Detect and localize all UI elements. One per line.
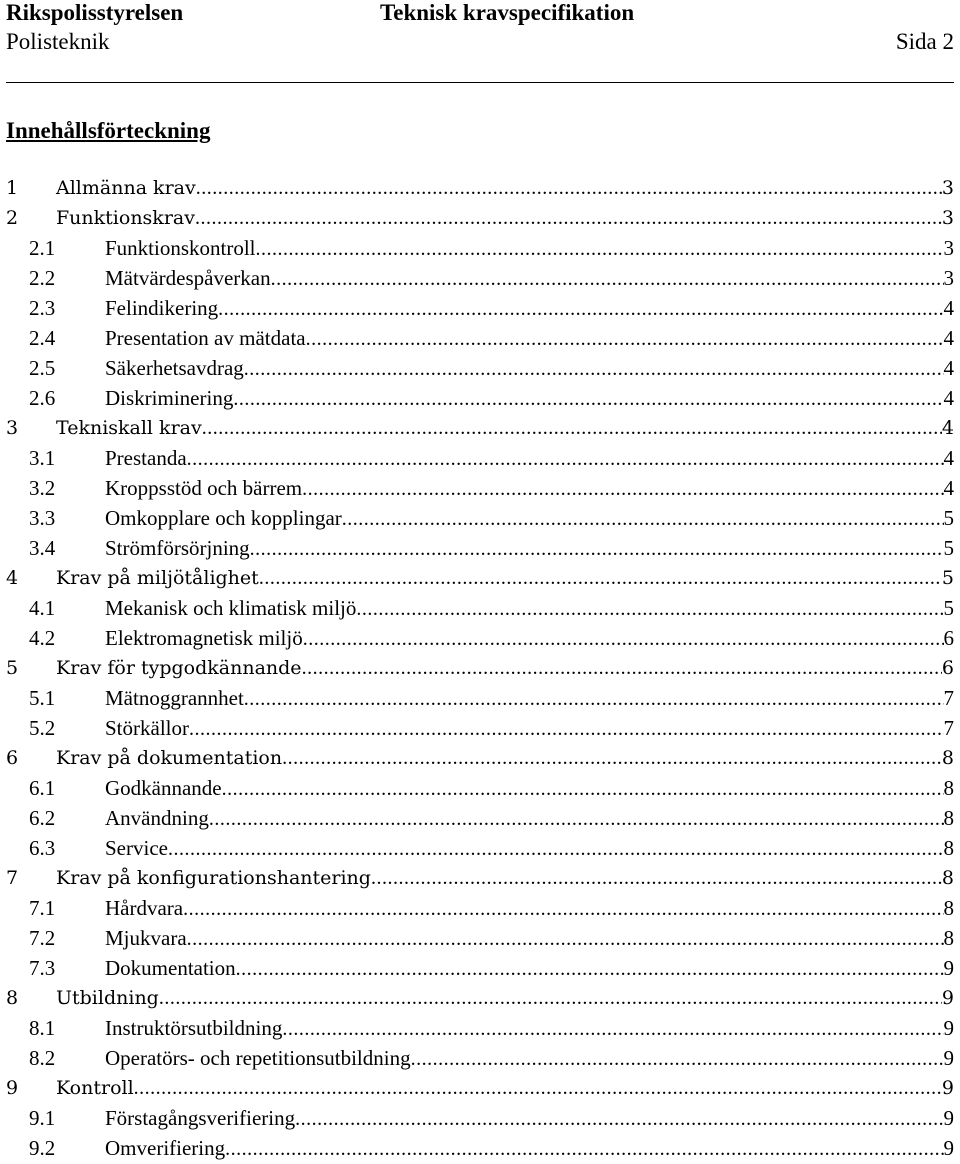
toc-dot-leader bbox=[222, 774, 944, 804]
toc-entry-title[interactable]: Prestanda bbox=[105, 446, 187, 470]
toc-entry[interactable] bbox=[0, 713, 960, 743]
toc-entry-title[interactable]: Presentation av mätdata bbox=[105, 326, 306, 350]
toc-entry-page: 5 bbox=[943, 506, 954, 530]
toc-entry-line bbox=[105, 533, 954, 564]
toc-entry[interactable] bbox=[0, 443, 960, 473]
toc-entry-number: 4.2 bbox=[29, 626, 56, 650]
toc-entry-page: 9 bbox=[941, 987, 954, 1009]
toc-entry-title[interactable]: Diskriminering bbox=[105, 386, 234, 410]
toc-entry-page: 3 bbox=[943, 266, 954, 290]
toc-entry-line bbox=[105, 713, 954, 744]
toc-entry-page: 5 bbox=[943, 596, 954, 620]
toc-dot-leader bbox=[303, 624, 944, 654]
toc-entry-line bbox=[105, 623, 954, 654]
toc-entry-title[interactable]: Mjukvara bbox=[105, 926, 187, 950]
toc-entry[interactable] bbox=[0, 833, 960, 863]
toc-dot-leader bbox=[282, 1014, 943, 1044]
toc-entry-number: 7.3 bbox=[29, 956, 56, 980]
toc-entry[interactable] bbox=[0, 683, 960, 713]
toc-entry[interactable] bbox=[0, 863, 960, 893]
toc-entry-line bbox=[105, 773, 954, 804]
toc-entry-title[interactable]: Kroppsstöd och bärrem bbox=[105, 476, 303, 500]
toc-entry-number: 2.3 bbox=[29, 296, 56, 320]
toc-entry-page: 4 bbox=[943, 326, 954, 350]
header-organization: Rikspolisstyrelsen bbox=[6, 0, 184, 25]
toc-entry-number: 3 bbox=[6, 417, 19, 439]
toc-entry-line bbox=[56, 1073, 954, 1103]
toc-entry[interactable] bbox=[0, 953, 960, 983]
toc-entry-page: 9 bbox=[943, 1046, 954, 1070]
toc-entry-page: 4 bbox=[943, 476, 954, 500]
header-department: Polisteknik bbox=[6, 29, 110, 54]
toc-dot-leader bbox=[411, 1044, 944, 1074]
toc-dot-leader bbox=[256, 234, 944, 264]
toc-entry-page: 6 bbox=[941, 657, 954, 679]
toc-entry-line bbox=[105, 1133, 954, 1164]
toc-entry-line bbox=[105, 803, 954, 834]
toc-entry-line bbox=[105, 1013, 954, 1044]
toc-entry-line bbox=[56, 983, 954, 1013]
toc-entry-title[interactable]: Allmänna krav bbox=[56, 177, 196, 199]
toc-entry-title[interactable]: Mätnoggrannhet bbox=[105, 686, 244, 710]
toc-entry-number: 7.1 bbox=[29, 896, 56, 920]
toc-entry-number: 4.1 bbox=[29, 596, 56, 620]
toc-dot-leader bbox=[244, 684, 944, 714]
toc-entry-page: 8 bbox=[943, 836, 954, 860]
toc-entry-title[interactable]: Omverifiering bbox=[105, 1136, 226, 1160]
toc-entry[interactable] bbox=[0, 773, 960, 803]
toc-entry-page: 9 bbox=[943, 956, 954, 980]
toc-entry[interactable] bbox=[0, 1133, 960, 1163]
toc-entry-title[interactable]: Krav för typgodkännande bbox=[56, 657, 302, 679]
toc-entry-line bbox=[105, 293, 954, 324]
toc-entry[interactable] bbox=[0, 473, 960, 503]
toc-title: Innehållsförteckning bbox=[6, 118, 211, 143]
toc-entry-title[interactable]: Elektromagnetisk miljö bbox=[105, 626, 303, 650]
toc-dot-leader bbox=[244, 354, 944, 384]
toc-entry-page: 5 bbox=[943, 536, 954, 560]
toc-dot-leader bbox=[271, 264, 944, 294]
toc-dot-leader bbox=[259, 563, 942, 593]
toc-entry-title[interactable]: Störkällor bbox=[105, 716, 189, 740]
toc-entry-page: 3 bbox=[941, 207, 954, 229]
toc-entry[interactable] bbox=[0, 293, 960, 323]
toc-dot-leader bbox=[302, 474, 943, 504]
toc-entry-number: 6.1 bbox=[29, 776, 56, 800]
toc-entry-title[interactable]: Instruktörsutbildning bbox=[105, 1016, 283, 1040]
toc-entry-line bbox=[105, 893, 954, 924]
toc-entry-number: 4 bbox=[6, 567, 19, 589]
toc-entry-line bbox=[105, 683, 954, 714]
toc-entry-title[interactable]: Strömförsörjning bbox=[105, 536, 250, 560]
toc-dot-leader bbox=[356, 594, 943, 624]
toc-entry-page: 3 bbox=[941, 177, 954, 199]
toc-entry-line bbox=[105, 503, 954, 534]
toc-entry-number: 3.4 bbox=[29, 536, 56, 560]
toc-entry-title[interactable]: Mätvärdespåverkan bbox=[105, 266, 271, 290]
toc-dot-leader bbox=[225, 1134, 943, 1164]
toc-entry-page: 7 bbox=[943, 686, 954, 710]
toc-entry-number: 2.6 bbox=[29, 386, 56, 410]
toc-entry-page: 4 bbox=[943, 386, 954, 410]
toc-entry-line bbox=[105, 233, 954, 264]
toc-entry-line bbox=[56, 173, 954, 203]
toc-entry[interactable] bbox=[0, 383, 960, 413]
toc-entry[interactable] bbox=[0, 623, 960, 653]
toc-entry[interactable] bbox=[0, 1103, 960, 1133]
toc-entry-title[interactable]: Felindikering bbox=[105, 296, 219, 320]
toc-entry-number: 3.1 bbox=[29, 446, 56, 470]
toc-entry-number: 2.1 bbox=[29, 236, 56, 260]
toc-entry-line bbox=[56, 563, 954, 593]
toc-entry-number: 6 bbox=[6, 747, 19, 769]
toc-entry-page: 4 bbox=[943, 296, 954, 320]
header-divider bbox=[6, 82, 954, 83]
toc-dot-leader bbox=[233, 384, 943, 414]
toc-entry-title[interactable]: Funktionskontroll bbox=[105, 236, 256, 260]
toc-entry-page: 8 bbox=[943, 896, 954, 920]
toc-entry-number: 2.2 bbox=[29, 266, 56, 290]
toc-dot-leader bbox=[342, 504, 944, 534]
toc-entry-line bbox=[105, 593, 954, 624]
toc-entry-number: 6.3 bbox=[29, 836, 56, 860]
toc-entry-number: 8.2 bbox=[29, 1046, 56, 1070]
toc-entry-title[interactable]: Krav på miljötålighet bbox=[56, 567, 259, 589]
toc-entry-title[interactable]: Service bbox=[105, 836, 168, 860]
toc-entry[interactable] bbox=[0, 323, 960, 353]
toc-dot-leader bbox=[302, 653, 942, 683]
toc-entry-title[interactable]: Operatörs- och repetitionsutbildning bbox=[105, 1046, 411, 1070]
toc-entry[interactable] bbox=[0, 233, 960, 263]
toc-entry-line bbox=[56, 863, 954, 893]
toc-entry-page: 8 bbox=[943, 926, 954, 950]
toc-entry-number: 3.3 bbox=[29, 506, 56, 530]
toc-entry-title[interactable]: Användning bbox=[105, 806, 209, 830]
toc-entry[interactable] bbox=[0, 983, 960, 1013]
toc-entry-line bbox=[105, 1103, 954, 1134]
toc-entry-number: 2.5 bbox=[29, 356, 56, 380]
toc-entry-page: 4 bbox=[943, 446, 954, 470]
toc-dot-leader bbox=[189, 714, 944, 744]
toc-entry[interactable] bbox=[0, 503, 960, 533]
toc-entry-title[interactable]: Kontroll bbox=[56, 1077, 134, 1099]
toc-entry-title[interactable]: Omkopplare och kopplingar bbox=[105, 506, 342, 530]
toc-entry-page: 8 bbox=[941, 867, 954, 889]
toc-dot-leader bbox=[187, 924, 944, 954]
toc-entry-number: 2 bbox=[6, 207, 19, 229]
toc-entry-title[interactable]: Krav på dokumentation bbox=[56, 747, 283, 769]
toc-entry-number: 6.2 bbox=[29, 806, 56, 830]
toc-entry-number: 7.2 bbox=[29, 926, 56, 950]
toc-entry-title[interactable]: Dokumentation bbox=[105, 956, 236, 980]
toc-dot-leader bbox=[202, 413, 942, 443]
toc-entry-page: 9 bbox=[943, 1136, 954, 1160]
toc-entry-number: 5.2 bbox=[29, 716, 56, 740]
toc-entry-title[interactable]: Förstagångsverifiering bbox=[105, 1106, 296, 1130]
toc-entry-number: 8 bbox=[6, 987, 19, 1009]
toc-dot-leader bbox=[371, 863, 942, 893]
toc-dot-leader bbox=[306, 324, 944, 354]
toc-entry-line bbox=[105, 443, 954, 474]
toc-dot-leader bbox=[183, 894, 943, 924]
toc-entry-line bbox=[105, 383, 954, 414]
toc-entry-number: 5 bbox=[6, 657, 19, 679]
toc-dot-leader bbox=[134, 1073, 942, 1103]
toc-entry[interactable] bbox=[0, 173, 960, 203]
toc-entry-number: 9 bbox=[6, 1077, 19, 1099]
toc-entry-line bbox=[105, 953, 954, 984]
toc-dot-leader bbox=[196, 173, 942, 203]
toc-entry-number: 3.2 bbox=[29, 476, 56, 500]
toc-entry-line bbox=[105, 263, 954, 294]
toc-entry-line bbox=[105, 473, 954, 504]
toc-entry[interactable] bbox=[0, 803, 960, 833]
toc-entry[interactable] bbox=[0, 743, 960, 773]
toc-entry-page: 9 bbox=[943, 1016, 954, 1040]
toc-entry[interactable] bbox=[0, 563, 960, 593]
toc-dot-leader bbox=[195, 203, 942, 233]
toc-entry-title[interactable]: Funktionskrav bbox=[56, 207, 195, 229]
toc-entry-page: 8 bbox=[943, 806, 954, 830]
toc-entry-page: 4 bbox=[943, 356, 954, 380]
toc-entry-page: 8 bbox=[941, 747, 954, 769]
toc-entry-title[interactable]: Krav på konfigurationshantering bbox=[56, 867, 371, 889]
toc-entry[interactable] bbox=[0, 1073, 960, 1103]
toc-entry-number: 1 bbox=[6, 177, 19, 199]
toc-entry-number: 9.2 bbox=[29, 1136, 56, 1160]
toc-entry-title[interactable]: Utbildning bbox=[56, 987, 159, 1009]
toc-entry-title[interactable]: Hårdvara bbox=[105, 896, 184, 920]
toc-entry-line bbox=[56, 413, 954, 443]
toc-entry-title[interactable]: Säkerhetsavdrag bbox=[105, 356, 244, 380]
toc-entry-page: 4 bbox=[941, 417, 954, 439]
header-document-title: Teknisk kravspecifikation bbox=[380, 0, 635, 25]
toc-entry-line bbox=[56, 653, 954, 683]
toc-entry-line bbox=[56, 203, 954, 233]
toc-dot-leader bbox=[187, 444, 944, 474]
toc-entry-title[interactable]: Godkännande bbox=[105, 776, 222, 800]
toc-dot-leader bbox=[209, 804, 944, 834]
toc-entry-title[interactable]: Mekanisk och klimatisk miljö bbox=[105, 596, 357, 620]
toc-entry-number: 7 bbox=[6, 867, 19, 889]
toc-entry-line bbox=[105, 1043, 954, 1074]
toc-entry-title[interactable]: Tekniskall krav bbox=[56, 417, 202, 439]
toc-entry-page: 6 bbox=[943, 626, 954, 650]
toc-entry-page: 8 bbox=[943, 776, 954, 800]
toc-entry[interactable] bbox=[0, 923, 960, 953]
toc-dot-leader bbox=[250, 534, 944, 564]
toc-entry-number: 2.4 bbox=[29, 326, 56, 350]
toc-entry[interactable] bbox=[0, 533, 960, 563]
toc-entry-line bbox=[105, 353, 954, 384]
toc-dot-leader bbox=[168, 834, 944, 864]
table-of-contents bbox=[0, 173, 960, 1163]
toc-entry[interactable] bbox=[0, 413, 960, 443]
header-page-number: Sida 2 bbox=[895, 29, 954, 54]
toc-dot-leader bbox=[282, 743, 942, 773]
toc-dot-leader bbox=[159, 983, 942, 1013]
toc-dot-leader bbox=[295, 1104, 943, 1134]
toc-entry-number: 9.1 bbox=[29, 1106, 56, 1130]
toc-entry-number: 8.1 bbox=[29, 1016, 56, 1040]
toc-entry[interactable] bbox=[0, 653, 960, 683]
toc-entry-line bbox=[105, 833, 954, 864]
toc-entry-page: 9 bbox=[941, 1077, 954, 1099]
toc-dot-leader bbox=[236, 954, 944, 984]
toc-entry[interactable] bbox=[0, 263, 960, 293]
toc-entry-line bbox=[56, 743, 954, 773]
toc-entry[interactable] bbox=[0, 593, 960, 623]
toc-entry[interactable] bbox=[0, 1013, 960, 1043]
toc-entry[interactable] bbox=[0, 203, 960, 233]
toc-entry-line bbox=[105, 923, 954, 954]
toc-entry-line bbox=[105, 323, 954, 354]
toc-entry-page: 7 bbox=[943, 716, 954, 740]
toc-entry-page: 5 bbox=[941, 567, 954, 589]
toc-entry[interactable] bbox=[0, 1043, 960, 1073]
toc-entry-page: 9 bbox=[943, 1106, 954, 1130]
toc-entry-page: 3 bbox=[943, 236, 954, 260]
toc-entry[interactable] bbox=[0, 353, 960, 383]
toc-dot-leader bbox=[218, 294, 943, 324]
toc-entry-number: 5.1 bbox=[29, 686, 56, 710]
toc-entry[interactable] bbox=[0, 893, 960, 923]
